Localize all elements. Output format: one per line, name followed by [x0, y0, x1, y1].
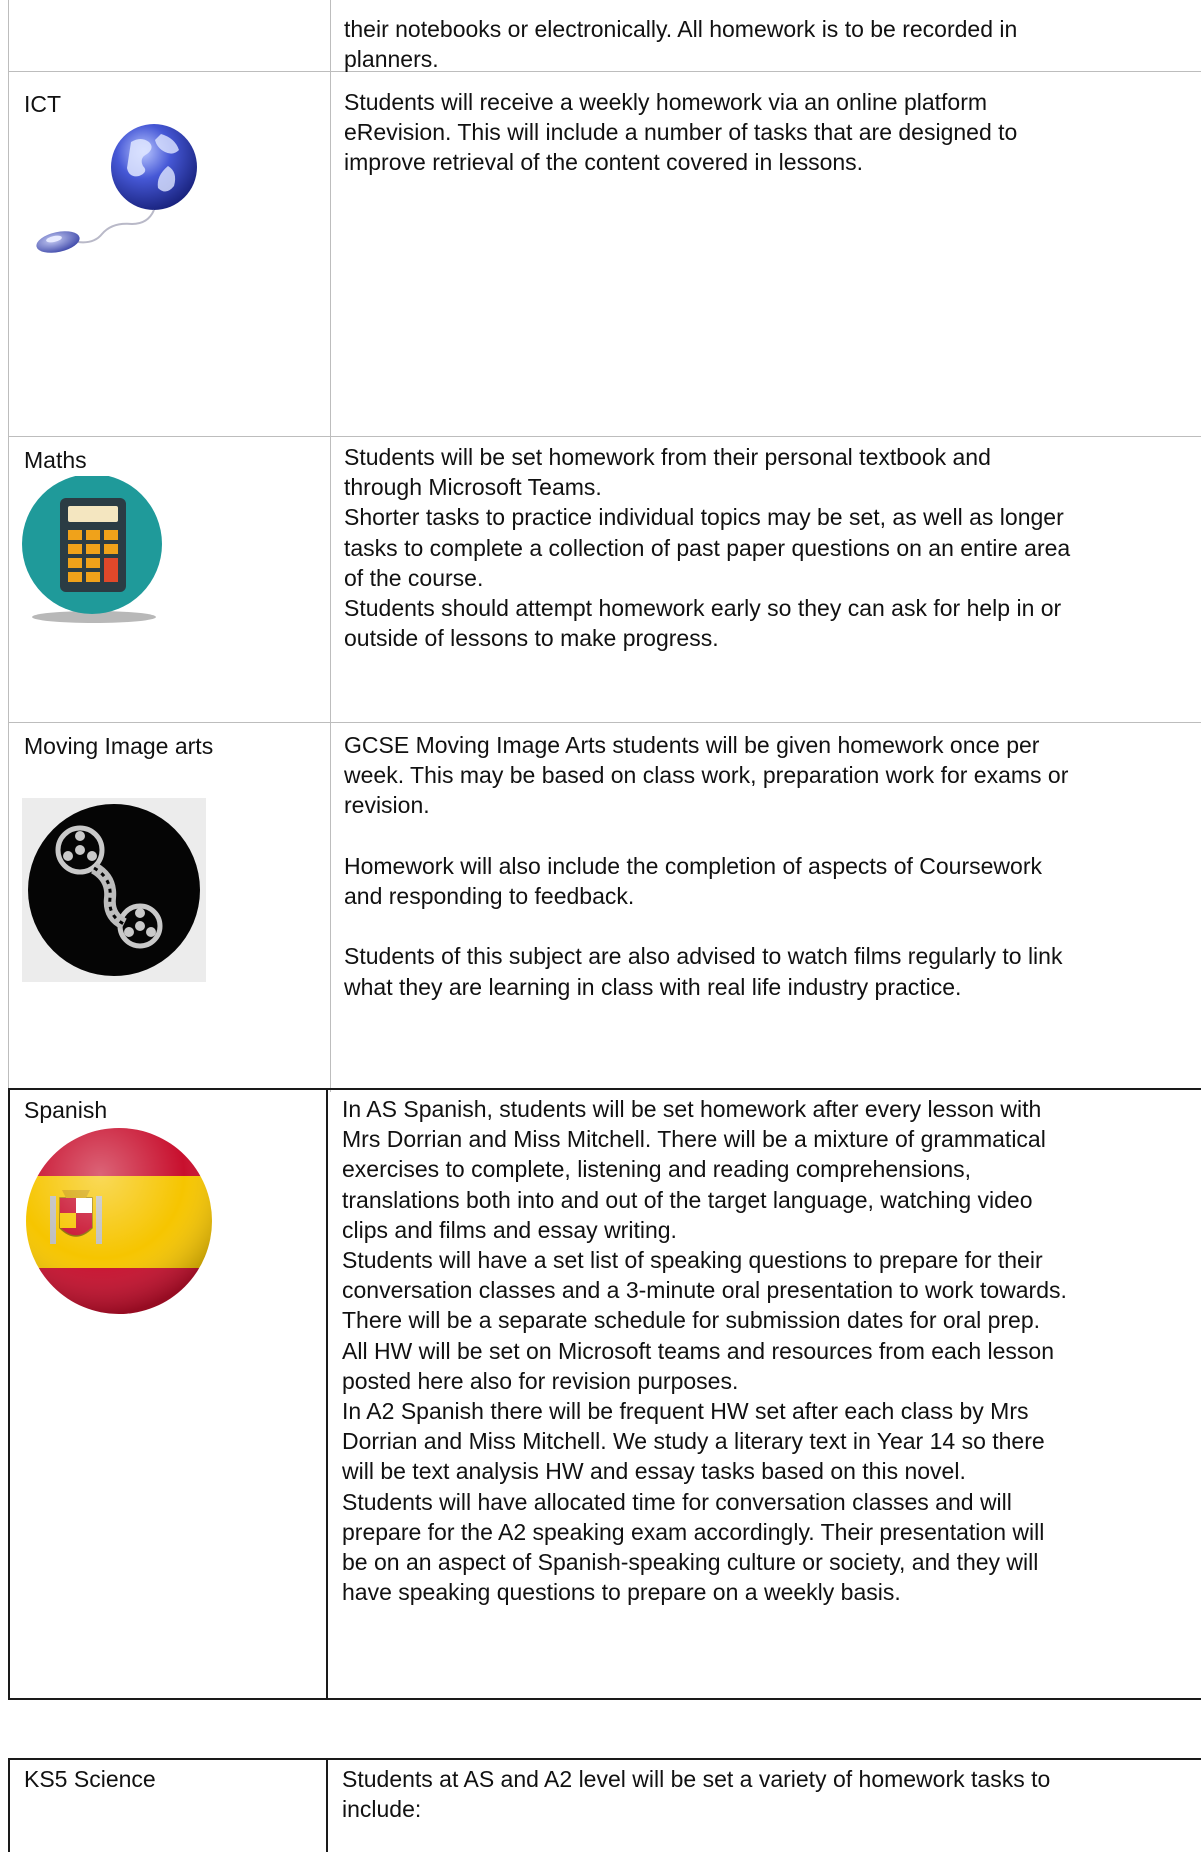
table2-border-left: [8, 1758, 10, 1852]
globe-mouse-icon: [36, 122, 206, 262]
spain-flag-icon: [22, 1124, 217, 1319]
table-border-bottom: [8, 1698, 1201, 1700]
row-continuation-text: their notebooks or electronically. All homework is to be recorded in planners.: [344, 16, 1018, 73]
spanish-homework-text: In AS Spanish, students will be set homework after every lesson with Mrs Dorrian and Miss Mitchell. There will be a mixture of grammatical exercises to complete, listening and reading comprehensions, translations both into and out of the target language, watching video clips and films and essay writing. Students will have a set list of speaking questions to prepare for their conversation classes and a 3-minute oral presentation to work towards. There will be a separate schedule for submission dates for oral prep. All HW will be set on Microsoft teams and resources from each lesson posted here also for revision purposes. In A2 Spanish there will be frequent HW set after each class by Mrs Dorrian and Miss Mitchell. We study a literary text in Year 14 so there will be text analysis HW and essay tasks based on this novel. Students will have allocated time for conversation classes and will prepare for the A2 speaking exam accordingly. Their presentation will be on an aspect of Spanish-speaking culture or society, and they will have speaking questions to prepare on a weekly basis.: [342, 1096, 1067, 1606]
ict-homework-text: Students will receive a weekly homework via an online platform eRevision. This will include a number of tasks that are designed to improve retrieval of the content covered in lessons.: [344, 89, 1018, 176]
table2-divider-vertical: [326, 1758, 328, 1852]
table-divider-vertical: [326, 1088, 328, 1700]
subject-moving-image-arts-label: Moving Image arts: [24, 733, 214, 759]
maths-homework-text: Students will be set homework from their personal textbook and through Microsoft Teams. Shorter tasks to practice individual topics may be set, as well as longer tasks to complete a collection of past paper questions on an entire area of the course. Students should attempt homework early so they can ask for help in or outside of lessons to make progress.: [344, 444, 1071, 652]
table-border-left: [8, 0, 9, 1092]
table2-border-top: [8, 1758, 1201, 1760]
row-divider: [8, 1088, 1201, 1090]
subject-ict-label: ICT: [24, 91, 62, 117]
table-border-left: [8, 1088, 10, 1700]
calculator-icon: [22, 476, 167, 626]
subject-ks5-science-label: KS5 Science: [24, 1766, 156, 1792]
ks5-science-homework-text: Students at AS and A2 level will be set a variety of homework tasks to include:: [342, 1766, 1051, 1823]
table-divider-vertical: [330, 0, 331, 1092]
subject-spanish-label: Spanish: [24, 1097, 108, 1123]
film-reel-icon: [22, 798, 206, 982]
moving-image-arts-homework-text: GCSE Moving Image Arts students will be given homework once per week. This may be based on class work, preparation work for exams or revision. Homework will also include the completion of aspects of Coursework and responding to feedback. Students of this subject are also advised to watch films regularly to link what they are learning in class with real life industry practice.: [344, 732, 1069, 1000]
row-divider: [8, 436, 1201, 437]
row-divider: [8, 722, 1201, 723]
subject-maths-label: Maths: [24, 447, 87, 473]
